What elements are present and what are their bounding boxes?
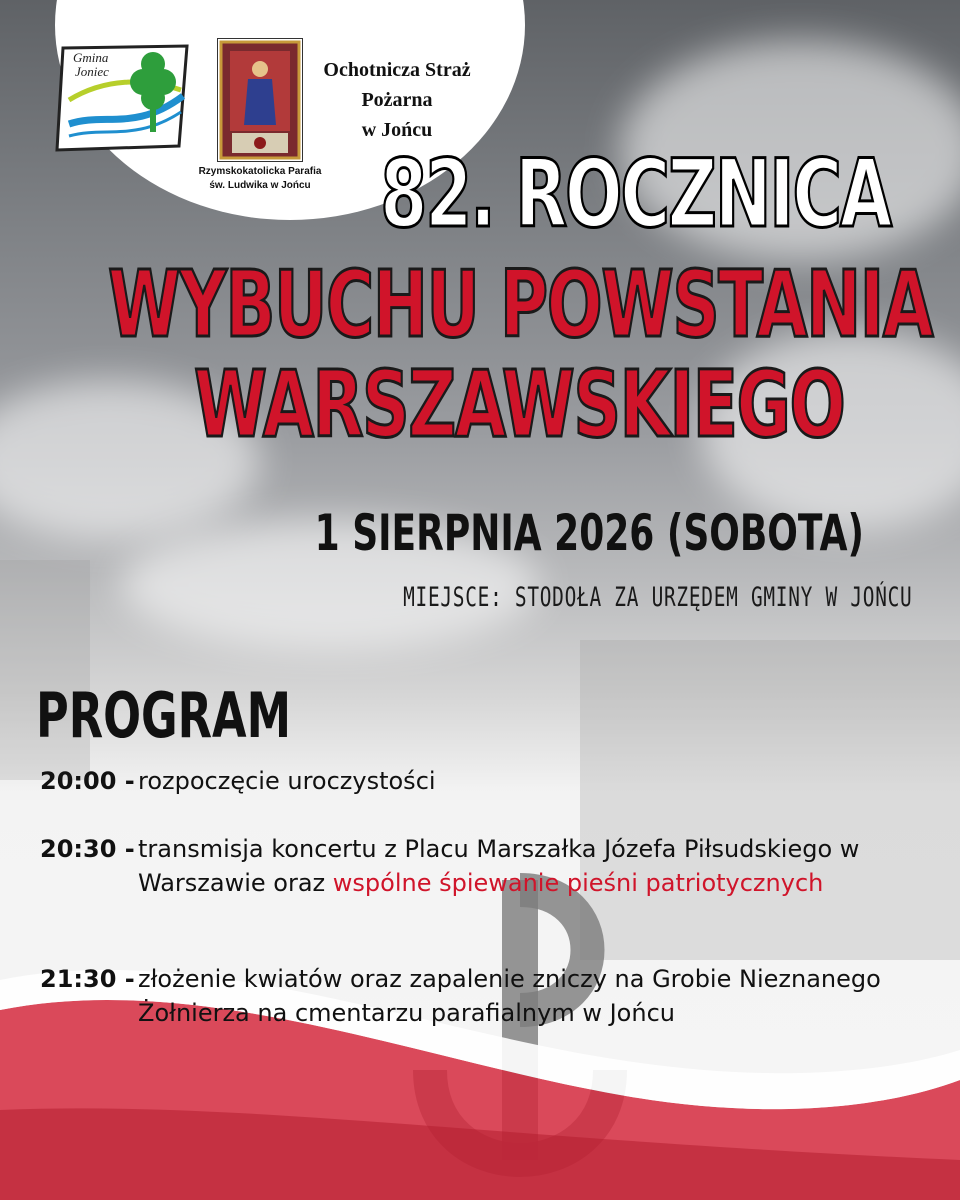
- program-text-part: transmisja koncertu z Placu Marszałka Józefa Piłsudskiego w Warszawie oraz: [138, 835, 860, 897]
- program-item: 20:30 - transmisja koncertu z Placu Marszałka Józefa Piłsudskiego w Warszawie oraz wspólne śpiewanie pieśni patriotycznych: [40, 832, 940, 900]
- event-date: 1 SIERPNIA 2026 (SOBOTA): [314, 504, 864, 562]
- gmina-joniec-logo: [55, 42, 191, 152]
- parafia-name: [180, 165, 340, 193]
- gmina-logo-text: Gmina: [73, 50, 109, 65]
- svg-text:Joniec: Joniec: [75, 64, 109, 79]
- anniversary-heading: 82. ROCZNICA: [380, 140, 890, 249]
- uprising-heading-line-2: WARSZAWSKIEGO: [194, 351, 845, 458]
- osp-name: [312, 55, 482, 145]
- parafia-logo: [217, 38, 303, 162]
- osp-line-3: w Jońcu: [361, 119, 433, 141]
- program-text: złożenie kwiatów oraz zapalenie zniczy na Grobie Nieznanego Żołnierza na cmentarzu parafialnym w Jońcu: [138, 965, 881, 1027]
- program-title: PROGRAM: [36, 679, 292, 752]
- program-time: 20:00: [40, 767, 117, 795]
- parafia-line-1: Rzymskokatolicka Parafia: [198, 166, 322, 177]
- uprising-heading-line-1: WYBUCHU POWSTANIA: [108, 251, 933, 358]
- program-text: [138, 832, 940, 900]
- program-item: 21:30 - złożenie kwiatów oraz zapalenie zniczy na Grobie Nieznanego Żołnierza na cmentarzu parafialnym w Jońcu: [40, 962, 940, 1030]
- polish-flag-ribbon: [0, 910, 960, 1200]
- osp-line-2: Pożarna: [361, 89, 433, 111]
- event-place: MIEJSCE: STODOŁA ZA URZĘDEM GMINY W JOŃCU: [402, 582, 912, 613]
- osp-line-1: Ochotnicza Straż: [323, 59, 471, 81]
- program-text: rozpoczęcie uroczystości: [138, 767, 436, 795]
- parafia-line-2: św. Ludwika w Jońcu: [209, 180, 311, 191]
- saint-ludwik-image: [218, 39, 302, 161]
- program-time: 20:30: [40, 835, 117, 863]
- program-text-highlight: wspólne śpiewanie pieśni patriotycznych: [332, 869, 824, 897]
- program-time: 21:30: [40, 965, 117, 993]
- program-item: 20:00 - rozpoczęcie uroczystości: [40, 764, 940, 798]
